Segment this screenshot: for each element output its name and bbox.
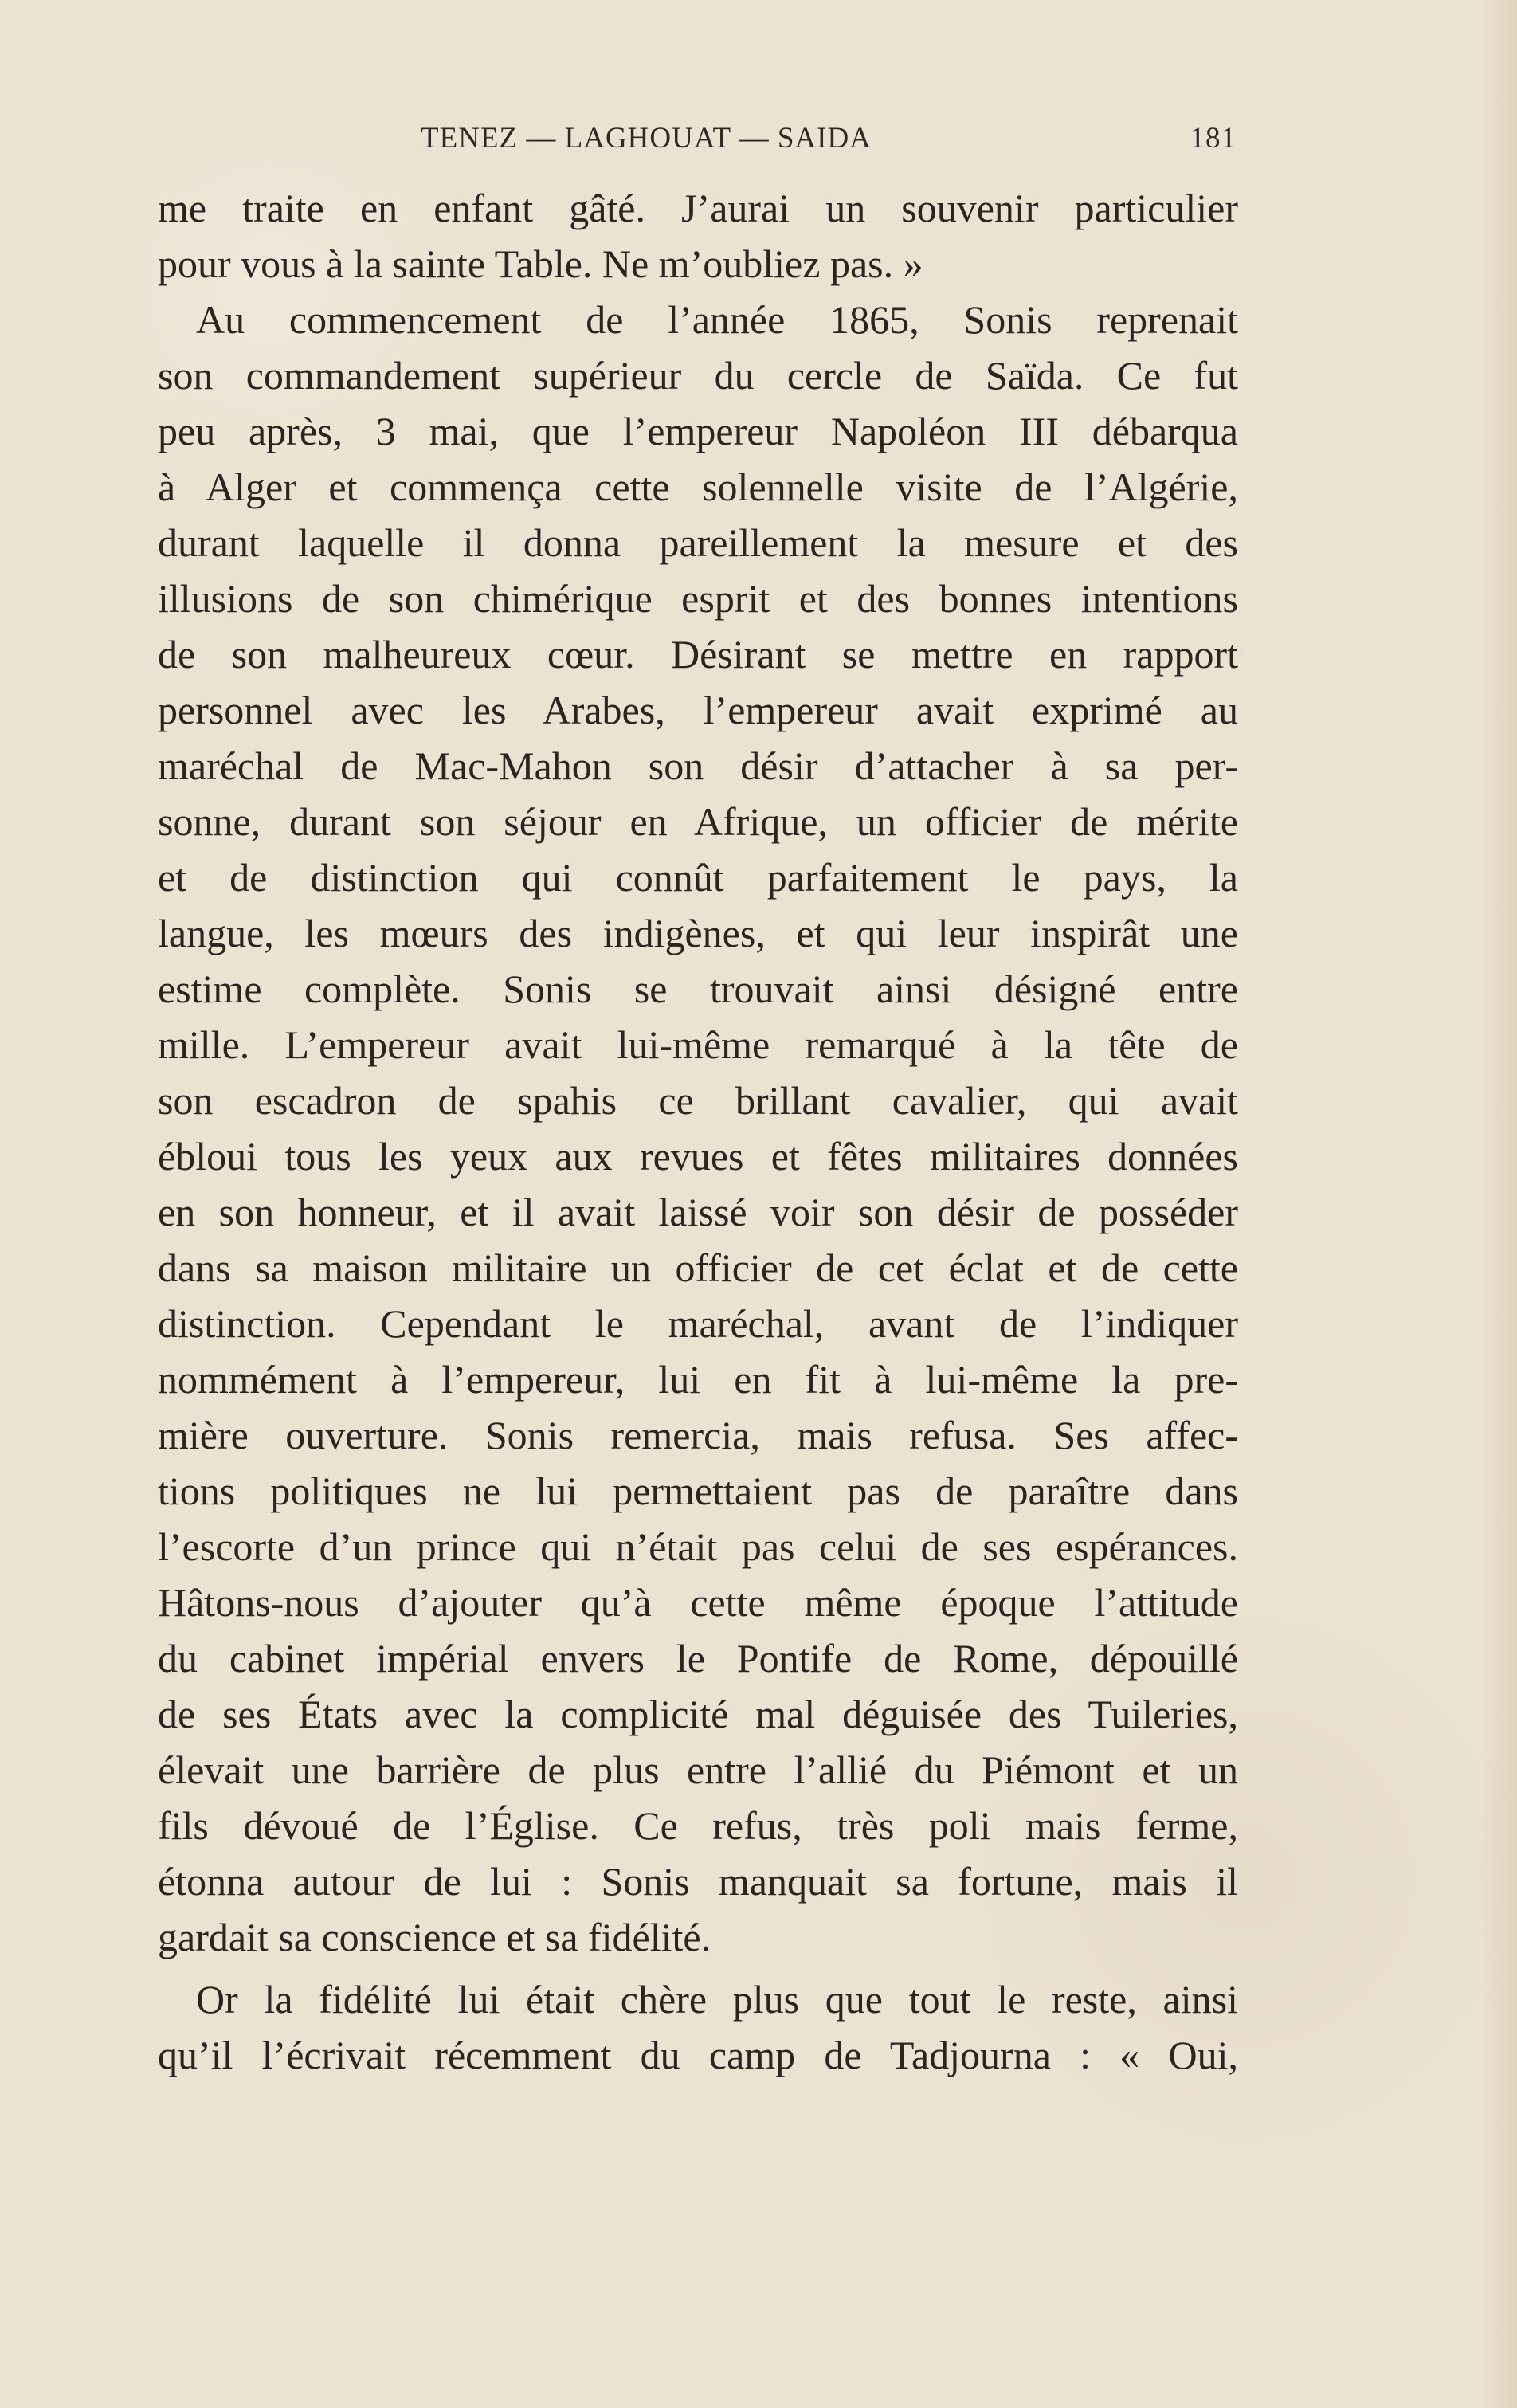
text-line-7: durant laquelle il donna pareillement la mesure et des xyxy=(158,520,1238,565)
text-line-34: qu’il l’écrivait récemment du camp de Tadjourna : « Oui, xyxy=(158,2033,1238,2077)
text-line-28: de ses États avec la complicité mal déguisée des Tuileries, xyxy=(158,1692,1238,1736)
text-line-18: ébloui tous les yeux aux revues et fêtes militaires données xyxy=(158,1134,1238,1179)
running-title: TENEZ — LAGHOUAT — SAIDA xyxy=(421,122,872,155)
text-line-30: fils dévoué de l’Église. Ce refus, très poli mais ferme, xyxy=(158,1803,1238,1848)
body-text xyxy=(158,180,1238,2083)
text-line-3: Au commencement de l’année 1865, Sonis reprenait xyxy=(196,297,1238,342)
text-line-26: Hâtons-nous d’ajouter qu’à cette même époque l’attitude xyxy=(158,1580,1238,1625)
text-line-20: dans sa maison militaire un officier de cet éclat et de cette xyxy=(158,1245,1238,1290)
text-line-33: Or la fidélité lui était chère plus que tout le reste, ainsi xyxy=(196,1977,1238,2022)
text-line-10: personnel avec les Arabes, l’empereur avait exprimé au xyxy=(158,688,1238,732)
text-line-19: en son honneur, et il avait laissé voir son désir de posséder xyxy=(158,1190,1238,1234)
text-line-5: peu après, 3 mai, que l’empereur Napoléon III débarqua xyxy=(158,409,1238,453)
text-line-2: pour vous à la sainte Table. Ne m’oubliez pas. » xyxy=(158,241,923,286)
text-line-16: mille. L’empereur avait lui-même remarqué à la tête de xyxy=(158,1022,1238,1067)
text-line-14: langue, les mœurs des indigènes, et qui leur inspirât une xyxy=(158,911,1238,955)
text-line-8: illusions de son chimérique esprit et des bonnes intentions xyxy=(158,576,1238,621)
running-header xyxy=(421,115,1237,163)
text-line-25: l’escorte d’un prince qui n’était pas celui de ses espérances. xyxy=(158,1524,1238,1569)
text-line-13: et de distinction qui connût parfaitement le pays, la xyxy=(158,855,1238,900)
text-line-1: me traite en enfant gâté. J’aurai un souvenir particulier xyxy=(158,186,1238,230)
text-line-12: sonne, durant son séjour en Afrique, un officier de mérite xyxy=(158,799,1238,844)
text-line-9: de son malheureux cœur. Désirant se mettre en rapport xyxy=(158,632,1238,677)
text-line-23: mière ouverture. Sonis remercia, mais refusa. Ses affec- xyxy=(158,1413,1238,1457)
text-line-32: gardait sa conscience et sa fidélité. xyxy=(158,1915,711,1959)
text-line-6: à Alger et commença cette solennelle visite de l’Algérie, xyxy=(158,465,1238,509)
text-line-29: élevait une barrière de plus entre l’allié du Piémont et un xyxy=(158,1747,1238,1792)
text-line-17: son escadron de spahis ce brillant cavalier, qui avait xyxy=(158,1078,1238,1123)
text-line-31: étonna autour de lui : Sonis manquait sa fortune, mais il xyxy=(158,1859,1238,1904)
page-number: 181 xyxy=(1190,122,1237,155)
text-line-27: du cabinet impérial envers le Pontife de Rome, dépouillé xyxy=(158,1636,1238,1681)
text-line-22: nommément à l’empereur, lui en fit à lui-même la pre- xyxy=(158,1357,1238,1402)
text-line-24: tions politiques ne lui permettaient pas de paraître dans xyxy=(158,1469,1238,1513)
text-line-21: distinction. Cependant le maréchal, avant de l’indiquer xyxy=(158,1301,1238,1346)
text-line-11: maréchal de Mac-Mahon son désir d’attacher à sa per- xyxy=(158,743,1238,788)
text-line-15: estime complète. Sonis se trouvait ainsi désigné entre xyxy=(158,967,1238,1011)
text-line-4: son commandement supérieur du cercle de Saïda. Ce fut xyxy=(158,353,1238,398)
